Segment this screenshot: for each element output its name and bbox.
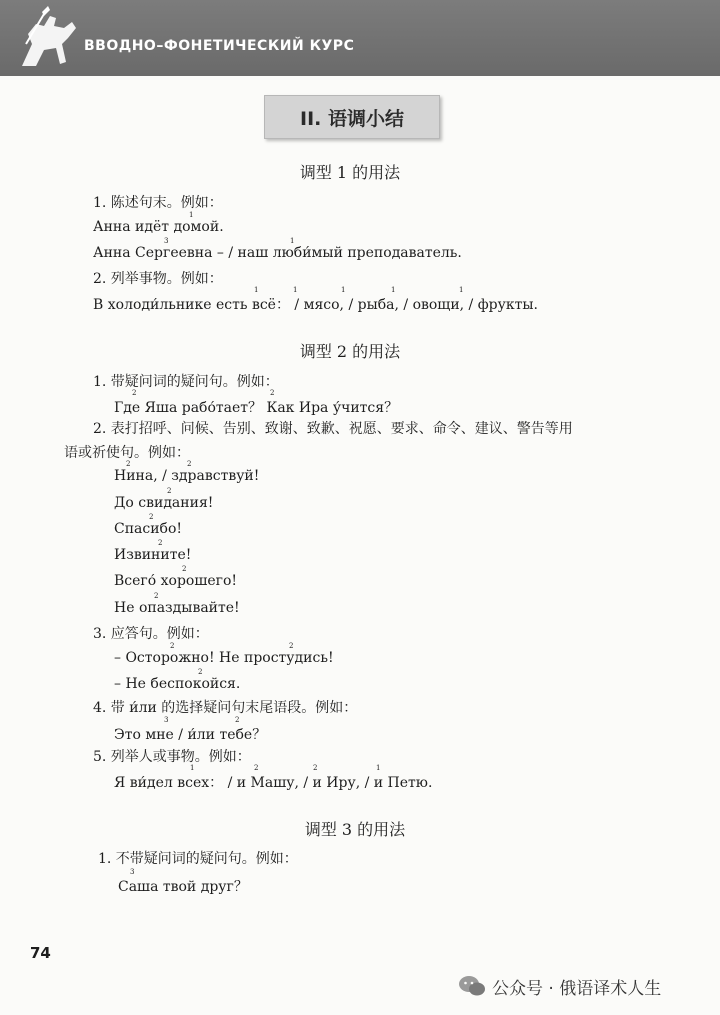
intonation-mark: 3 xyxy=(164,237,169,245)
tone2-item4: 4. 带 и́ли 的选择疑问句末尾语段。例如： xyxy=(93,700,358,716)
knight-horse-logo-icon xyxy=(14,4,84,74)
intonation-mark: 2 xyxy=(182,565,187,573)
tone2-ex8 xyxy=(114,642,334,666)
tone1-heading: 调型 1 的用法 xyxy=(299,163,401,182)
ex-text: Саша твой друг？ xyxy=(118,879,248,895)
intonation-mark: 2 xyxy=(170,642,175,650)
tone2-item2-line1: 2. 表打招呼、问候、告别、致谢、致歉、祝愿、要求、命令、建议、警告等用 xyxy=(93,421,573,437)
intonation-mark: 2 xyxy=(313,764,318,772)
tone2-ex3 xyxy=(114,487,214,511)
ex-text: Не опаздывайте! xyxy=(114,600,240,616)
ex-text: Извините! xyxy=(114,547,192,563)
ex-text: Это мне / и́ли тебе？ xyxy=(114,727,267,743)
tone1-item1: 1. 陈述句末。例如： xyxy=(93,195,223,211)
tone1-ex1 xyxy=(93,211,224,235)
chapter-header-band xyxy=(0,0,720,76)
intonation-mark: 1 xyxy=(254,286,259,294)
tone2-ex10 xyxy=(114,716,267,744)
section-title: II. 语调小结 xyxy=(264,95,440,139)
tone2-ex6 xyxy=(114,565,238,589)
tone2-ex5 xyxy=(114,539,192,563)
ex-text: Анна идёт домой. xyxy=(93,219,224,235)
intonation-mark: 2 xyxy=(126,460,131,468)
tone1-ex3 xyxy=(93,286,538,314)
intonation-mark: 2 xyxy=(235,716,240,724)
intonation-mark: 2 xyxy=(289,642,294,650)
ex-text: Где Яша рабо́тает？ Как Ира у́чится？ xyxy=(114,400,399,416)
intonation-mark: 2 xyxy=(198,668,203,676)
tone2-ex1 xyxy=(114,389,399,417)
tone2-item2-line2: 语或祈使句。例如： xyxy=(64,445,190,461)
ex-text: Спасибо! xyxy=(114,521,183,537)
ex-text: Анна Сергеевна – / наш люби́мый преподаватель. xyxy=(93,245,462,261)
ex-text: Нина, / здравствуй! xyxy=(114,468,260,484)
ex-text: Я ви́дел всех： / и Машу, / и Иру, / и Петю. xyxy=(114,775,433,791)
intonation-mark: 1 xyxy=(290,237,295,245)
tone2-ex2 xyxy=(114,460,260,484)
tone3-heading: 调型 3 的用法 xyxy=(304,820,406,839)
intonation-mark: 2 xyxy=(187,460,192,468)
course-title: ВВОДНО–ФОНЕТИЧЕСКИЙ КУРС xyxy=(84,38,355,54)
tone2-ex4 xyxy=(114,513,183,537)
tone2-ex11 xyxy=(114,764,433,792)
intonation-mark: 1 xyxy=(459,286,464,294)
intonation-mark: 1 xyxy=(293,286,298,294)
tone2-ex7 xyxy=(114,592,240,616)
watermark xyxy=(458,974,661,998)
wechat-icon xyxy=(458,975,486,997)
tone3-item1: 1. 不带疑问词的疑问句。例如： xyxy=(98,851,298,867)
intonation-mark: 1 xyxy=(376,764,381,772)
intonation-mark: 3 xyxy=(130,868,135,876)
ex-text: До свидания! xyxy=(114,495,214,511)
tone2-item3: 3. 应答句。例如： xyxy=(93,626,209,642)
intonation-mark: 1 xyxy=(341,286,346,294)
tone2-heading: 调型 2 的用法 xyxy=(299,342,401,361)
intonation-mark: 2 xyxy=(270,389,275,397)
ex-text: – Осторожно! Не простудись! xyxy=(114,650,334,666)
tone2-ex9 xyxy=(114,668,241,692)
intonation-mark: 3 xyxy=(164,716,169,724)
ex-text: Всего́ хорошего! xyxy=(114,573,238,589)
watermark-text: 公众号 · 俄语译术人生 xyxy=(492,978,662,999)
intonation-mark: 2 xyxy=(254,764,259,772)
tone2-item1: 1. 带疑问词的疑问句。例如： xyxy=(93,374,279,390)
tone1-ex2 xyxy=(93,237,462,261)
intonation-mark: 1 xyxy=(190,764,195,772)
ex-text: – Не беспокойся. xyxy=(114,676,241,692)
tone1-item2: 2. 列举事物。例如： xyxy=(93,271,223,287)
tone3-ex1 xyxy=(118,868,248,896)
ex-text: В холоди́льнике есть всё： / мясо, / рыба, / овощи, / фрукты. xyxy=(93,297,538,313)
page-number: 74 xyxy=(30,944,51,962)
intonation-mark: 2 xyxy=(167,487,172,495)
intonation-mark: 2 xyxy=(154,592,159,600)
tone2-item5: 5. 列举人或事物。例如： xyxy=(93,749,251,765)
intonation-mark: 1 xyxy=(189,211,194,219)
intonation-mark: 1 xyxy=(391,286,396,294)
intonation-mark: 2 xyxy=(158,539,163,547)
intonation-mark: 2 xyxy=(149,513,154,521)
intonation-mark: 2 xyxy=(132,389,137,397)
